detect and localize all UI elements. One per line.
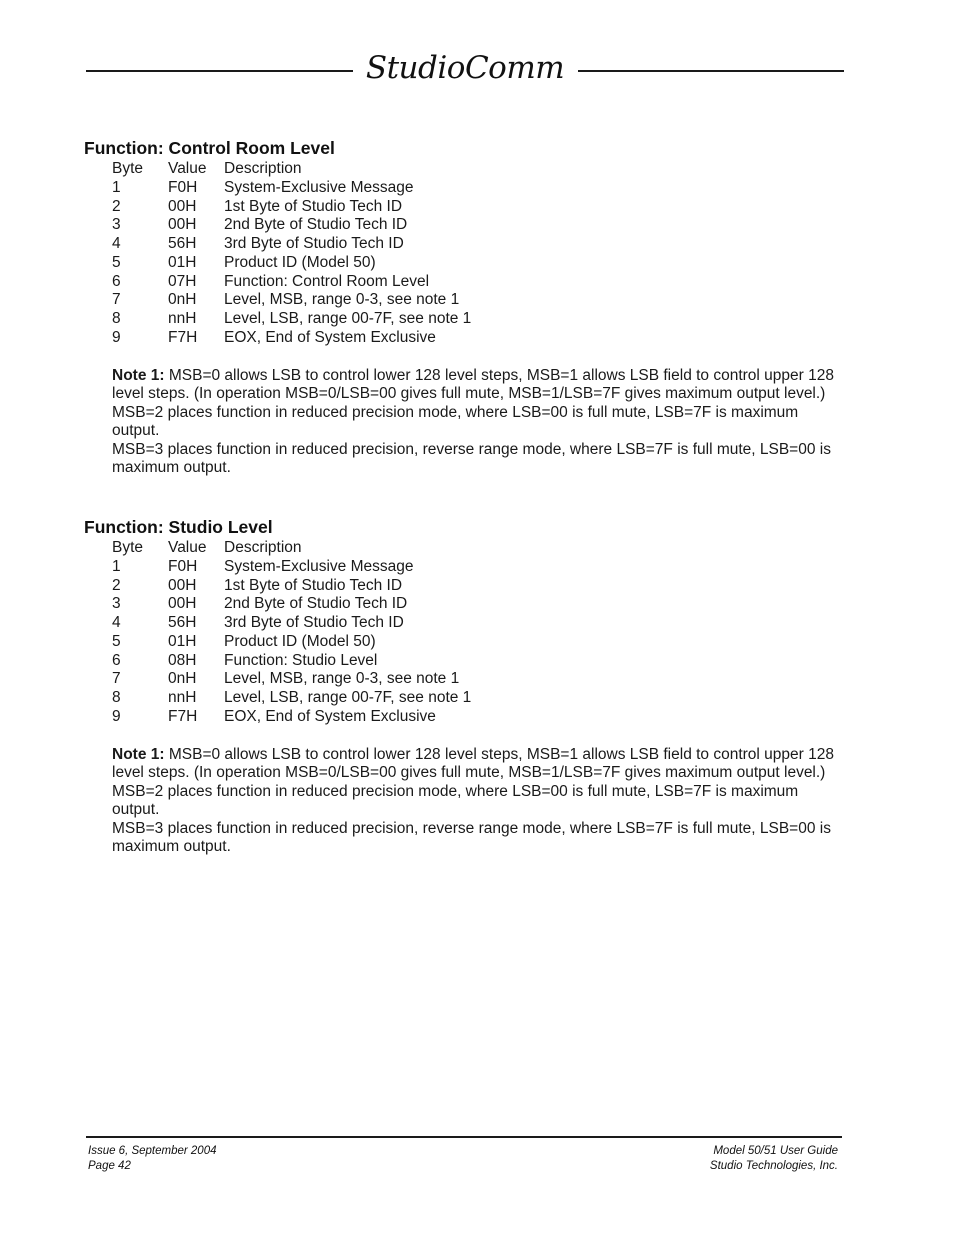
note-paragraph: MSB=3 places function in reduced precision, reverse range mode, where LSB=7F is full mute, LSB=00 is maximum output. bbox=[112, 440, 831, 477]
table-row bbox=[112, 558, 844, 577]
table-row bbox=[112, 633, 844, 652]
description-cell: EOX, End of System Exclusive bbox=[224, 707, 436, 725]
byte-cell: 2 bbox=[112, 576, 121, 594]
note-paragraph bbox=[112, 746, 840, 783]
value-cell: F0H bbox=[168, 557, 198, 575]
byte-cell: 6 bbox=[112, 272, 121, 290]
byte-cell: 9 bbox=[112, 707, 121, 725]
byte-cell: 2 bbox=[112, 197, 121, 215]
value-cell: nnH bbox=[168, 310, 197, 327]
byte-cell: 9 bbox=[112, 328, 121, 346]
note-paragraph: MSB=3 places function in reduced precision, reverse range mode, where LSB=7F is full mute, LSB=00 is maximum output. bbox=[112, 819, 831, 856]
table-row bbox=[112, 273, 844, 292]
description-cell: Level, LSB, range 00-7F, see note 1 bbox=[224, 310, 472, 327]
byte-cell: 7 bbox=[112, 670, 121, 688]
column-header-byte: Byte bbox=[112, 539, 144, 556]
byte-cell: 6 bbox=[112, 651, 121, 669]
value-cell: 00H bbox=[168, 197, 197, 215]
value-cell: 56H bbox=[168, 235, 197, 252]
description-cell: Function: Control Room Level bbox=[224, 272, 430, 290]
value-cell: F7H bbox=[168, 328, 198, 346]
section-studio-level bbox=[84, 516, 844, 857]
table-row bbox=[112, 708, 844, 727]
table-row bbox=[112, 179, 844, 198]
value-cell: 00H bbox=[168, 576, 197, 594]
column-header-description: Description bbox=[224, 539, 302, 556]
value-cell: 00H bbox=[168, 595, 197, 613]
section-heading: Function: Studio Level bbox=[84, 517, 273, 537]
table-row bbox=[112, 329, 844, 348]
value-cell: F7H bbox=[168, 707, 198, 725]
note-block bbox=[112, 746, 840, 858]
table-row bbox=[112, 291, 844, 310]
note-label: Note 1: bbox=[112, 745, 165, 763]
description-cell: 2nd Byte of Studio Tech ID bbox=[224, 595, 408, 613]
column-header-byte: Byte bbox=[112, 160, 144, 177]
description-cell: Level, MSB, range 0-3, see note 1 bbox=[224, 670, 460, 688]
byte-cell: 1 bbox=[112, 557, 121, 575]
table-row bbox=[112, 310, 844, 329]
value-cell: nnH bbox=[168, 689, 197, 706]
byte-cell: 5 bbox=[112, 253, 121, 271]
value-cell: F0H bbox=[168, 178, 198, 196]
byte-cell: 4 bbox=[112, 614, 121, 631]
table-row bbox=[112, 198, 844, 217]
byte-cell: 8 bbox=[112, 310, 121, 327]
value-cell: 08H bbox=[168, 651, 197, 669]
value-cell: 01H bbox=[168, 253, 197, 271]
description-cell: Level, LSB, range 00-7F, see note 1 bbox=[224, 689, 472, 706]
table-row bbox=[112, 614, 844, 633]
studiocomm-logo: StudioComm bbox=[365, 50, 565, 86]
table-header-row bbox=[112, 539, 844, 558]
column-header-value: Value bbox=[168, 539, 207, 556]
footer-guide-title: Model 50/51 User Guide bbox=[713, 1145, 838, 1157]
column-header-description: Description bbox=[224, 160, 302, 177]
footer-right bbox=[710, 1144, 838, 1174]
value-cell: 01H bbox=[168, 632, 197, 650]
value-cell: 07H bbox=[168, 272, 197, 290]
description-cell: 3rd Byte of Studio Tech ID bbox=[224, 614, 404, 631]
column-header-value: Value bbox=[168, 160, 207, 177]
footer-page-number: Page 42 bbox=[88, 1160, 131, 1172]
note-paragraph: MSB=2 places function in reduced precision mode, where LSB=00 is full mute, LSB=7F is maximum output. bbox=[112, 782, 799, 819]
footer-left bbox=[88, 1144, 217, 1174]
note-text: MSB=0 allows LSB to control lower 128 level steps, MSB=1 allows LSB field to control upper 128 level steps. (In operation MSB=0/LSB=00 gives full mute, MSB=1/LSB=7F gives maximum output level.) bbox=[112, 366, 834, 403]
section-control-room-level bbox=[84, 137, 844, 478]
description-cell: EOX, End of System Exclusive bbox=[224, 328, 436, 346]
table-row bbox=[112, 670, 844, 689]
description-cell: 3rd Byte of Studio Tech ID bbox=[224, 235, 404, 252]
description-cell: System-Exclusive Message bbox=[224, 557, 414, 575]
byte-cell: 3 bbox=[112, 216, 121, 234]
note-block bbox=[112, 367, 840, 479]
note-label: Note 1: bbox=[112, 366, 165, 384]
header-rule-left bbox=[86, 70, 353, 72]
note-paragraph bbox=[112, 367, 840, 404]
footer-company: Studio Technologies, Inc. bbox=[709, 1160, 838, 1172]
description-cell: System-Exclusive Message bbox=[224, 178, 414, 196]
footer-rule bbox=[86, 1136, 842, 1138]
table-row bbox=[112, 652, 844, 671]
byte-cell: 8 bbox=[112, 689, 121, 706]
value-cell: 0nH bbox=[168, 670, 197, 688]
value-cell: 56H bbox=[168, 614, 197, 631]
section-heading: Function: Control Room Level bbox=[84, 138, 335, 158]
sysex-table bbox=[112, 160, 844, 348]
note-paragraph: MSB=2 places function in reduced precision mode, where LSB=00 is full mute, LSB=7F is maximum output. bbox=[112, 403, 799, 440]
byte-cell: 7 bbox=[112, 291, 121, 309]
byte-cell: 4 bbox=[112, 235, 121, 252]
table-row bbox=[112, 577, 844, 596]
table-row bbox=[112, 689, 844, 708]
note-text: MSB=0 allows LSB to control lower 128 level steps, MSB=1 allows LSB field to control upper 128 level steps. (In operation MSB=0/LSB=00 gives full mute, MSB=1/LSB=7F gives maximum output level.) bbox=[112, 745, 834, 782]
table-row bbox=[112, 595, 844, 614]
table-row bbox=[112, 235, 844, 254]
description-cell: 2nd Byte of Studio Tech ID bbox=[224, 216, 408, 234]
value-cell: 0nH bbox=[168, 291, 197, 309]
table-header-row bbox=[112, 160, 844, 179]
description-cell: 1st Byte of Studio Tech ID bbox=[224, 197, 403, 215]
description-cell: Level, MSB, range 0-3, see note 1 bbox=[224, 291, 460, 309]
header-rule-right bbox=[578, 70, 844, 72]
table-row bbox=[112, 254, 844, 273]
byte-cell: 3 bbox=[112, 595, 121, 613]
sysex-table bbox=[112, 539, 844, 727]
table-row bbox=[112, 216, 844, 235]
description-cell: Product ID (Model 50) bbox=[224, 632, 376, 650]
footer-issue: Issue 6, September 2004 bbox=[88, 1145, 217, 1157]
value-cell: 00H bbox=[168, 216, 197, 234]
description-cell: Product ID (Model 50) bbox=[224, 253, 376, 271]
description-cell: Function: Studio Level bbox=[224, 651, 378, 669]
description-cell: 1st Byte of Studio Tech ID bbox=[224, 576, 403, 594]
byte-cell: 5 bbox=[112, 632, 121, 650]
byte-cell: 1 bbox=[112, 178, 121, 196]
